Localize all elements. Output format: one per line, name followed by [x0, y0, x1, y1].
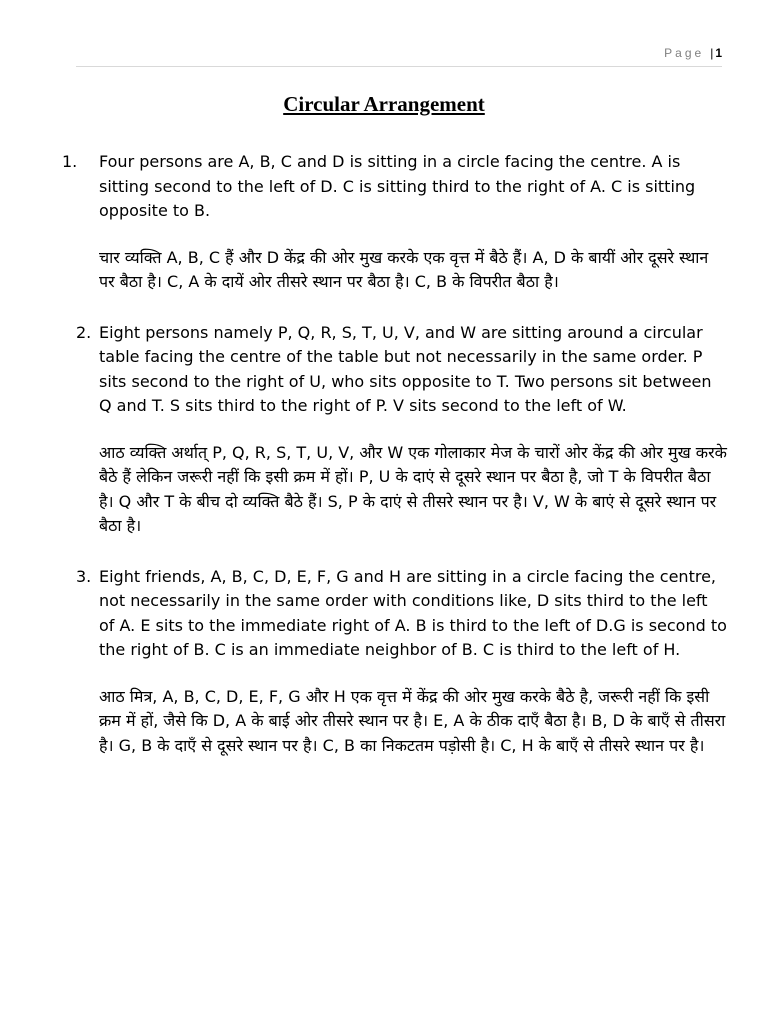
question-text-english: Four persons are A, B, C and D is sitting in a circle facing the centre. A is sitting second to the left of D. C is sitting third to the right of A. C is sitting opposite to B. — [99, 152, 696, 220]
question-list — [62, 150, 728, 784]
question-number: 3. — [76, 566, 92, 586]
question-text-hindi: आठ व्यक्ति अर्थात् P, Q, R, S, T, U, V, और W एक गोलाकार मेज के चारों ओर केंद्र की ओर मुख करके बैठे हैं लेकिन जरूरी नहीं कि इसी क्रम में हों। P, U के दाएं से दूसरे स्थान पर बैठा है, जो T के विपरीत बैठा है। Q और T के बीच दो व्यक्ति बैठे हैं। S, P के दाएं से तीसरे स्थान पर है। V, W के बाएं से दूसरे स्थान पर बैठा है। — [99, 442, 727, 535]
question-item — [62, 150, 728, 295]
page-separator: | — [710, 46, 714, 60]
page-number: 1 — [715, 46, 722, 60]
page-header — [664, 46, 722, 60]
question-text-hindi: चार व्यक्ति A, B, C हैं और D केंद्र की ओर मुख करके एक वृत्त में बैठे हैं। A, D के बायीं ओर दूसरे स्थान पर बैठा है। C, A के दायें ओर तीसरे स्थान पर बैठा है। C, B के विपरीत बैठा है। — [99, 247, 709, 291]
question-text-hindi: आठ मित्र, A, B, C, D, E, F, G और H एक वृत्त में केंद्र की ओर मुख करके बैठे है, जरूरी नहीं कि इसी क्रम में हों, जैसे कि D, A के बाई ओर तीसरे स्थान पर है। E, A के ठीक दाएँ बैठा है। B, D के बाएँ से तीसरा है। G, B के दाएँ से दूसरे स्थान पर है। C, B का निकटतम पड़ोसी है। C, H के बाएँ से तीसरे स्थान पर है। — [99, 686, 726, 755]
question-number: 2. — [76, 322, 92, 342]
question-text-english: Eight friends, A, B, C, D, E, F, G and H are sitting in a circle facing the centre, not necessarily in the same order with conditions like, D sits third to the left of A. E sits to the immediate right of A. B is third to the left of D.G is second to the right of B. C is an immediate neighbor of B. C is third to the left of H. — [99, 566, 727, 659]
question-text-english: Eight persons namely P, Q, R, S, T, U, V, and W are sitting around a circular table facing the centre of the table but not necessarily in the same order. P sits second to the right of U, who sits opposite to T. Two persons sit between Q and T. S sits third to the right of P. V sits second to the left of W. — [99, 322, 712, 415]
question-number: 1. — [62, 152, 78, 171]
question-item — [62, 565, 728, 759]
document-title: Circular Arrangement — [283, 92, 485, 116]
header-divider — [76, 66, 722, 67]
page-label: Page — [664, 46, 705, 60]
question-item — [62, 321, 728, 539]
